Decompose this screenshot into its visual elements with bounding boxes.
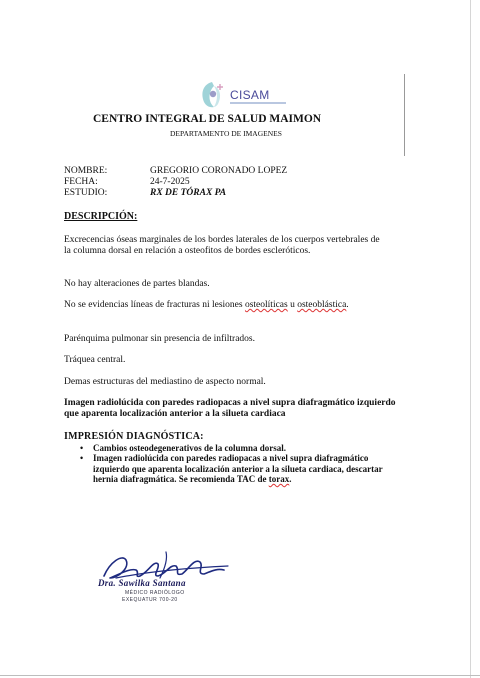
cisam-logo — [196, 80, 286, 110]
description-paragraph-7: Imagen radiolúcida con paredes radiopacas a nivel supra diafragmático izquierdo que aparenta localización anterior a la silueta cardiaca — [64, 398, 396, 419]
impression-heading: IMPRESIÓN DIAGNÓSTICA: — [64, 431, 204, 442]
impression-list — [80, 443, 400, 484]
study-label: ESTUDIO: — [64, 188, 108, 198]
impression-item-2a: Imagen radiolúcida con paredes radiopacas a nivel supra diafragmático izquierdo que aparenta localización anterior a la silueta cardiaca, descartar hernia diafragmática. Se recomienda TAC de — [93, 453, 383, 484]
description-paragraph-5: Tráquea central. — [64, 355, 126, 365]
signatory-name: Dra. Sawilka Santana — [98, 578, 186, 588]
impression-item — [80, 453, 400, 484]
date-value: 24-7-2025 — [150, 177, 190, 187]
page-edge-right — [470, 0, 471, 678]
p3-text-a: No se evidencias líneas de fracturas ni lesiones — [64, 300, 245, 310]
bullet-icon: • — [80, 443, 84, 453]
bullet-icon: • — [80, 453, 84, 464]
description-paragraph-2: No hay alteraciones de partes blandas. — [64, 279, 210, 289]
p3-text-c: u — [287, 300, 298, 310]
signatory-exequatur: EXEQUATUR 700-20 — [122, 597, 178, 603]
description-paragraph-3 — [64, 300, 384, 311]
name-label: NOMBRE: — [64, 166, 108, 176]
logo-text: CISAM — [230, 88, 270, 102]
margin-line — [404, 74, 405, 156]
p3-text-b: osteolíticas — [244, 300, 288, 310]
p3-text-d: osteoblástica — [297, 300, 347, 310]
description-paragraph-6: Demas estructuras del mediastino de aspecto normal. — [64, 377, 266, 387]
description-paragraph-1: Excrecencias óseas marginales de los bordes laterales de los cuerpos vertebrales de la columna dorsal en relación a osteofitos de bordes escleróticos. — [64, 235, 380, 256]
logo-underline — [230, 102, 286, 104]
description-paragraph-4: Parénquima pulmonar sin presencia de infiltrados. — [64, 334, 256, 344]
signatory-title: MÉDICO RADIÓLOGO — [125, 590, 185, 596]
impression-item-2c: . — [289, 473, 292, 484]
department-name: DEPARTAMENTO DE IMAGENES — [170, 129, 282, 138]
cisam-emblem-icon — [196, 80, 232, 110]
p3-text-e: . — [346, 300, 349, 310]
impression-item-2b: torax — [268, 473, 290, 484]
page-edge-bottom — [0, 675, 480, 676]
impression-item — [80, 443, 400, 453]
center-name: CENTRO INTEGRAL DE SALUD MAIMON — [93, 113, 322, 125]
impression-item-1: Cambios osteodegenerativos de la columna dorsal. — [93, 443, 286, 453]
date-label: FECHA: — [64, 177, 98, 187]
study-value: RX DE TÓRAX PA — [150, 188, 227, 198]
name-value: GREGORIO CORONADO LOPEZ — [150, 166, 288, 176]
description-heading: DESCRIPCIÓN: — [64, 211, 138, 222]
